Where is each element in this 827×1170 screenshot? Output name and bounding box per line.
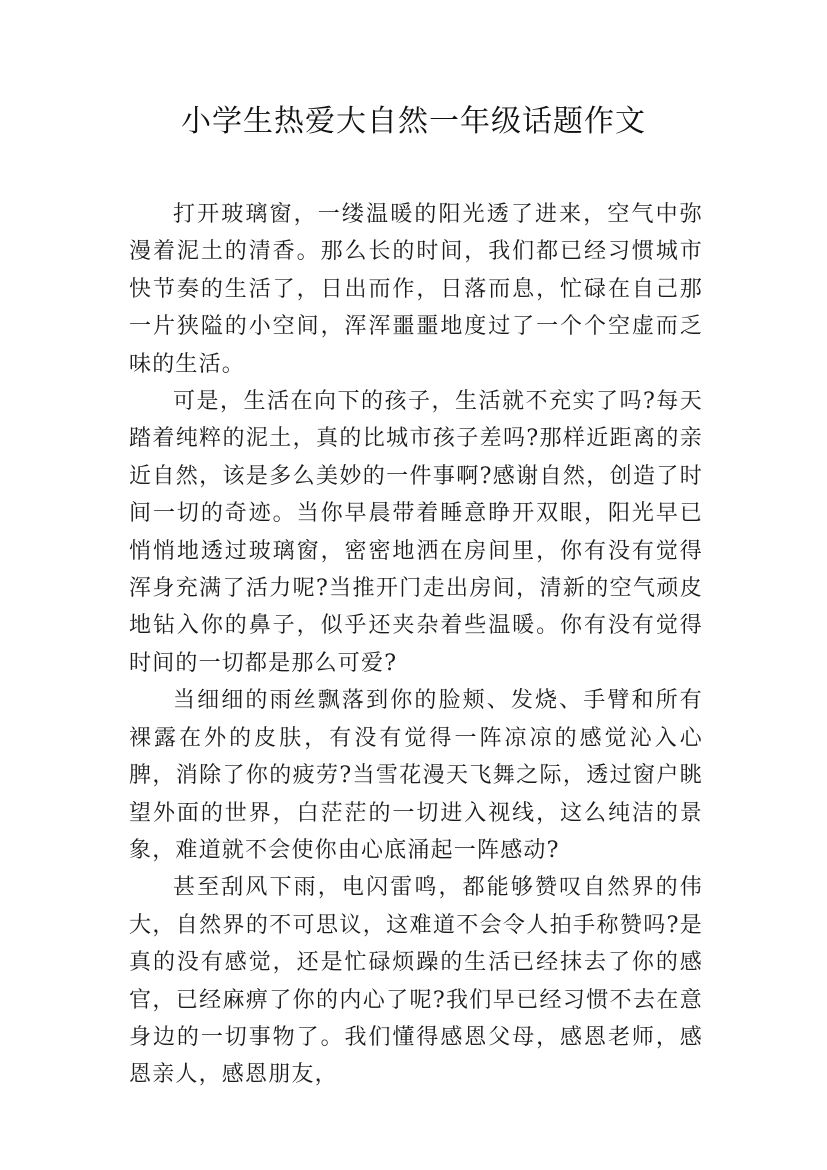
paragraph: 甚至刮风下雨，电闪雷鸣，都能够赞叹自然界的伟大，自然界的不可思议，这难道不会令人拍手称赞吗?是真的没有感觉，还是忙碌烦躁的生活已经抹去了你的感官，已经麻痹了你的内心了呢?我们早已经习惯不去在意身边的一切事物了。我们懂得感恩父母，感恩老师，感恩亲人，感恩朋友，	[129, 875, 703, 1088]
paragraph: 打开玻璃窗，一缕温暖的阳光透了进来，空气中弥漫着泥土的清香。那么长的时间，我们都已经习惯城市快节奏的生活了，日出而作，日落而息，忙碌在自己那一片狭隘的小空间，浑浑噩噩地度过了一个个空虚而乏味的生活。	[129, 202, 703, 377]
document-body	[129, 196, 703, 1094]
paragraph: 可是，生活在向下的孩子，生活就不充实了吗?每天踏着纯粹的泥土，真的比城市孩子差吗?那样近距离的亲近自然，该是多么美妙的一件事啊?感谢自然，创造了时间一切的奇迹。当你早晨带着睡意睁开双眼，阳光早已悄悄地透过玻璃窗，密密地洒在房间里，你有没有觉得浑身充满了活力呢?当推开门走出房间，清新的空气顽皮地钻入你的鼻子，似乎还夹杂着些温暖。你有没有觉得时间的一切都是那么可爱?	[129, 389, 703, 676]
document-title: 小学生热爱大自然一年级话题作文	[181, 104, 646, 139]
paragraph: 当细细的雨丝飘落到你的脸颊、发烧、手臂和所有裸露在外的皮肤，有没有觉得一阵凉凉的感觉沁入心脾，消除了你的疲劳?当雪花漫天飞舞之际，透过窗户眺望外面的世界，白茫茫的一切进入视线，这么纯洁的景象，难道就不会使你由心底涌起一阵感动?	[129, 688, 703, 863]
